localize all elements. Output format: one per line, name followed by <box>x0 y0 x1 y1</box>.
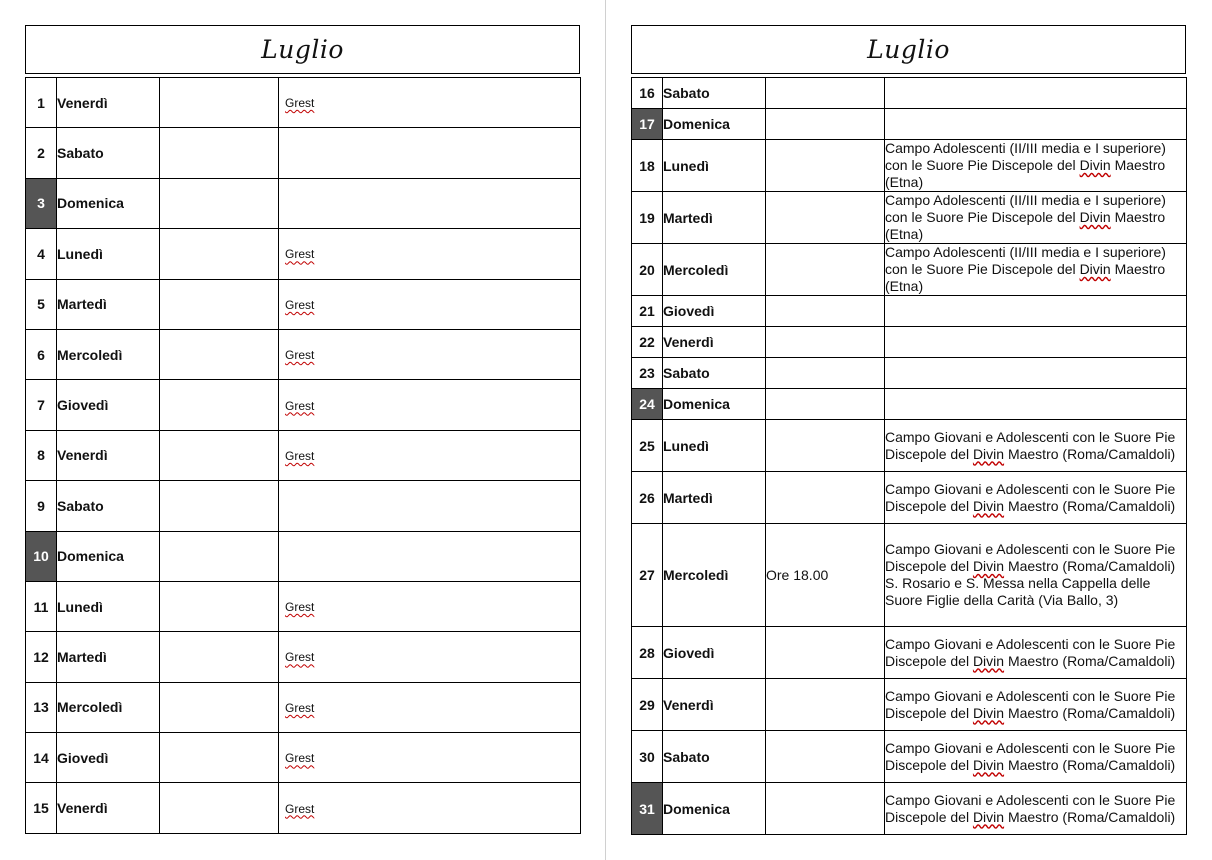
event-note <box>279 78 581 128</box>
weekday-name: Domenica <box>663 389 766 420</box>
day-number: 26 <box>632 472 663 524</box>
spellcheck-word: Divin <box>972 652 1005 669</box>
weekday-name: Domenica <box>57 178 160 228</box>
day-number: 13 <box>26 682 57 732</box>
spellcheck-word: Divin <box>1079 157 1111 173</box>
day-row <box>26 329 581 379</box>
time-cell <box>160 329 279 379</box>
day-row <box>632 420 1187 472</box>
time-cell <box>766 627 885 679</box>
day-number: 20 <box>632 244 663 296</box>
calendar-table-left <box>25 77 581 834</box>
weekday-name: Venerdì <box>663 679 766 731</box>
day-row <box>632 679 1187 731</box>
month-title: Luglio <box>25 25 580 74</box>
time-cell <box>160 733 279 783</box>
time-cell <box>766 140 885 192</box>
event-note: Campo Adolescenti (II/III media e I superiore) con le Suore Pie Discepole del Divin Maestro (Etna) <box>885 192 1187 244</box>
weekday-name: Mercoledì <box>57 329 160 379</box>
spellcheck-word: Divin <box>1079 261 1111 277</box>
event-note <box>279 229 581 279</box>
event-note <box>279 178 581 228</box>
day-row <box>26 430 581 480</box>
day-number: 31 <box>632 783 663 835</box>
time-cell <box>766 731 885 783</box>
day-number: 6 <box>26 329 57 379</box>
time-cell <box>160 682 279 732</box>
day-row <box>632 296 1187 327</box>
event-note <box>279 733 581 783</box>
weekday-name: Martedì <box>57 279 160 329</box>
event-text: Grest <box>285 297 315 312</box>
weekday-name: Lunedì <box>663 420 766 472</box>
day-row <box>26 632 581 682</box>
day-row <box>632 78 1187 109</box>
event-note: Campo Adolescenti (II/III media e I superiore) con le Suore Pie Discepole del Divin Maestro (Etna) <box>885 140 1187 192</box>
time-cell <box>766 679 885 731</box>
weekday-name: Giovedì <box>663 296 766 327</box>
day-row <box>632 327 1187 358</box>
day-row <box>26 229 581 279</box>
weekday-name: Martedì <box>663 192 766 244</box>
event-note <box>279 682 581 732</box>
event-note: Campo Giovani e Adolescenti con le Suore Pie Discepole del Divin Maestro (Roma/Camaldoli) <box>885 472 1187 524</box>
time-cell <box>766 783 885 835</box>
spellcheck-word: Divin <box>972 558 1005 574</box>
day-row <box>632 109 1187 140</box>
time-cell <box>160 178 279 228</box>
time-cell <box>766 109 885 140</box>
weekday-name: Lunedì <box>57 229 160 279</box>
day-row <box>26 279 581 329</box>
event-note <box>279 581 581 631</box>
event-text: Grest <box>285 348 315 363</box>
time-cell <box>766 192 885 244</box>
day-row <box>26 78 581 128</box>
weekday-name: Martedì <box>57 632 160 682</box>
day-row <box>632 783 1187 835</box>
event-text: Grest <box>285 247 315 262</box>
time-cell <box>766 327 885 358</box>
day-number: 15 <box>26 783 57 833</box>
day-row <box>632 627 1187 679</box>
event-note <box>279 329 581 379</box>
weekday-name: Sabato <box>663 731 766 783</box>
event-note <box>279 783 581 833</box>
event-note <box>279 380 581 430</box>
event-note <box>885 327 1187 358</box>
day-number: 8 <box>26 430 57 480</box>
weekday-name: Sabato <box>57 128 160 178</box>
day-number: 5 <box>26 279 57 329</box>
day-number: 12 <box>26 632 57 682</box>
day-number: 3 <box>26 178 57 228</box>
event-note <box>885 296 1187 327</box>
calendar-table-right <box>631 77 1187 835</box>
day-number: 14 <box>26 733 57 783</box>
day-row <box>632 472 1187 524</box>
time-cell <box>766 472 885 524</box>
day-row <box>26 481 581 531</box>
time-cell <box>766 420 885 472</box>
day-number: 9 <box>26 481 57 531</box>
event-note <box>885 109 1187 140</box>
weekday-name: Domenica <box>663 109 766 140</box>
day-row <box>632 731 1187 783</box>
day-row <box>26 128 581 178</box>
event-note: Campo Giovani e Adolescenti con le Suore Pie Discepole del Divin Maestro (Roma/Camaldoli) <box>885 420 1187 472</box>
time-cell <box>160 531 279 581</box>
day-number: 16 <box>632 78 663 109</box>
event-note: Campo Giovani e Adolescenti con le Suore Pie Discepole del Divin Maestro (Roma/Camaldoli) <box>885 783 1187 835</box>
weekday-name: Sabato <box>663 358 766 389</box>
time-cell <box>766 358 885 389</box>
spellcheck-word: Divin <box>972 445 1005 462</box>
day-number: 10 <box>26 531 57 581</box>
day-row <box>26 682 581 732</box>
time-cell <box>160 78 279 128</box>
day-row <box>26 733 581 783</box>
time-cell <box>160 128 279 178</box>
spellcheck-word: Divin <box>1079 209 1111 225</box>
day-number: 4 <box>26 229 57 279</box>
day-row <box>26 178 581 228</box>
weekday-name: Domenica <box>57 531 160 581</box>
day-number: 25 <box>632 420 663 472</box>
day-row <box>632 524 1187 627</box>
event-note <box>279 481 581 531</box>
weekday-name: Venerdì <box>57 78 160 128</box>
event-text: Grest <box>285 448 315 463</box>
event-note: Campo Adolescenti (II/III media e I superiore) con le Suore Pie Discepole del Divin Maestro (Etna) <box>885 244 1187 296</box>
day-number: 2 <box>26 128 57 178</box>
event-note: Campo Giovani e Adolescenti con le Suore Pie Discepole del Divin Maestro (Roma/Camaldoli) <box>885 627 1187 679</box>
day-row <box>26 380 581 430</box>
page-left <box>0 0 605 860</box>
weekday-name: Venerdì <box>663 327 766 358</box>
day-row <box>632 192 1187 244</box>
day-row <box>632 244 1187 296</box>
event-note: Campo Giovani e Adolescenti con le Suore Pie Discepole del Divin Maestro (Roma/Camaldoli) S. Rosario e S. Messa nella Cappella delle Suore Figlie della Carità (Via Ballo, 3) <box>885 524 1187 627</box>
event-note <box>279 632 581 682</box>
event-note <box>279 128 581 178</box>
weekday-name: Mercoledì <box>663 524 766 627</box>
event-text: Grest <box>285 650 315 665</box>
spellcheck-word: Divin <box>972 756 1005 773</box>
day-row <box>632 140 1187 192</box>
weekday-name: Domenica <box>663 783 766 835</box>
event-note <box>279 430 581 480</box>
weekday-name: Mercoledì <box>663 244 766 296</box>
time-cell <box>160 229 279 279</box>
event-note <box>885 78 1187 109</box>
spellcheck-word: Divin <box>972 704 1005 721</box>
day-number: 17 <box>632 109 663 140</box>
page-divider <box>605 0 606 860</box>
day-number: 21 <box>632 296 663 327</box>
page-right <box>607 0 1212 860</box>
spellcheck-word: Divin <box>972 808 1005 825</box>
time-cell <box>160 279 279 329</box>
weekday-name: Lunedì <box>663 140 766 192</box>
event-note <box>885 389 1187 420</box>
event-text: Grest <box>285 700 315 715</box>
weekday-name: Mercoledì <box>57 682 160 732</box>
event-text: Grest <box>285 96 315 111</box>
weekday-name: Venerdì <box>57 783 160 833</box>
event-text: Grest <box>285 600 315 615</box>
day-number: 24 <box>632 389 663 420</box>
day-number: 18 <box>632 140 663 192</box>
day-number: 23 <box>632 358 663 389</box>
day-number: 30 <box>632 731 663 783</box>
time-cell <box>766 78 885 109</box>
event-note <box>279 531 581 581</box>
weekday-name: Lunedì <box>57 581 160 631</box>
time-cell <box>160 430 279 480</box>
day-row <box>632 389 1187 420</box>
day-number: 29 <box>632 679 663 731</box>
time-cell <box>160 581 279 631</box>
day-row <box>26 783 581 833</box>
day-number: 27 <box>632 524 663 627</box>
weekday-name: Giovedì <box>57 380 160 430</box>
time-cell <box>160 380 279 430</box>
day-number: 28 <box>632 627 663 679</box>
weekday-name: Sabato <box>663 78 766 109</box>
event-text: Grest <box>285 801 315 816</box>
weekday-name: Martedì <box>663 472 766 524</box>
day-number: 1 <box>26 78 57 128</box>
time-cell <box>160 632 279 682</box>
time-cell <box>766 296 885 327</box>
day-row <box>26 581 581 631</box>
day-row <box>632 358 1187 389</box>
event-note: Campo Giovani e Adolescenti con le Suore Pie Discepole del Divin Maestro (Roma/Camaldoli) <box>885 731 1187 783</box>
weekday-name: Giovedì <box>57 733 160 783</box>
event-note <box>885 358 1187 389</box>
weekday-name: Sabato <box>57 481 160 531</box>
event-note: Campo Giovani e Adolescenti con le Suore Pie Discepole del Divin Maestro (Roma/Camaldoli) <box>885 679 1187 731</box>
event-text: Grest <box>285 751 315 766</box>
time-cell <box>160 783 279 833</box>
time-cell <box>766 389 885 420</box>
weekday-name: Giovedì <box>663 627 766 679</box>
time-cell: Ore 18.00 <box>766 524 885 627</box>
day-number: 19 <box>632 192 663 244</box>
day-row <box>26 531 581 581</box>
day-number: 7 <box>26 380 57 430</box>
time-cell <box>766 244 885 296</box>
time-cell <box>160 481 279 531</box>
weekday-name: Venerdì <box>57 430 160 480</box>
event-text: Grest <box>285 398 315 413</box>
spellcheck-word: Divin <box>972 497 1005 514</box>
day-number: 22 <box>632 327 663 358</box>
event-note <box>279 279 581 329</box>
day-number: 11 <box>26 581 57 631</box>
month-title: Luglio <box>631 25 1186 74</box>
